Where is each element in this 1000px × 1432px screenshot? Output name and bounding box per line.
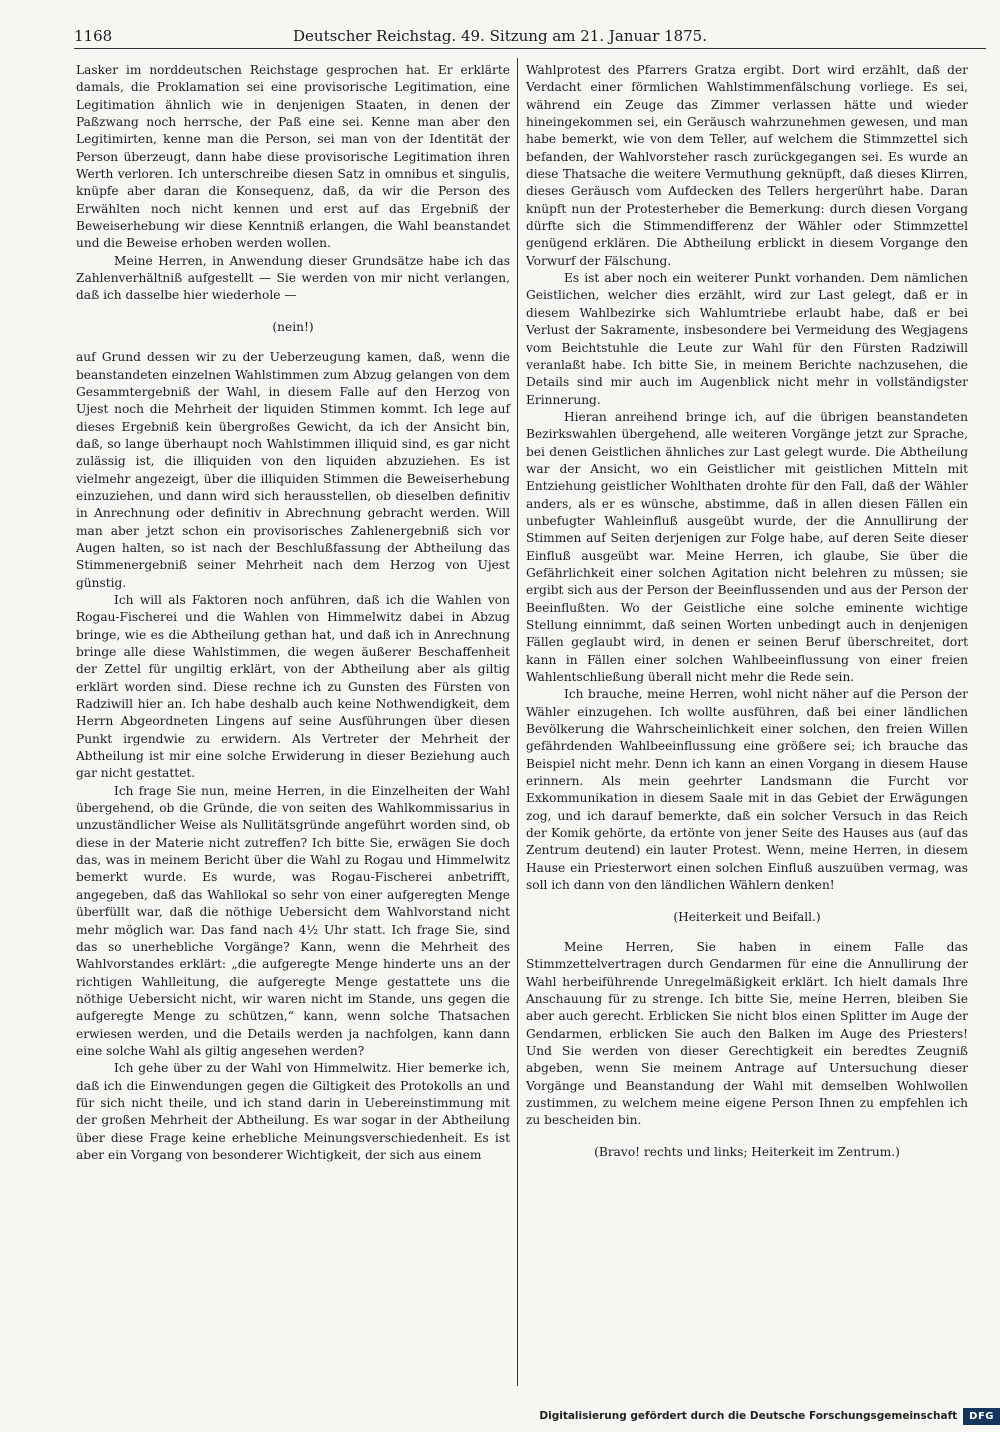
footer (539, 1406, 1000, 1426)
column-divider (517, 58, 518, 1386)
page-header (0, 26, 1000, 50)
header-rule (74, 48, 986, 49)
right-column (526, 62, 968, 1174)
footer-credit: Digitalisierung gefördert durch die Deutsche Forschungsgemeinschaft (539, 1410, 958, 1422)
left-column (76, 62, 510, 1164)
paragraph: Hieran anreihend bringe ich, auf die übrigen beanstandeten Bezirkswahlen übergehend, alle weiteren Vorgänge jetzt zur Sprache, bei denen Geistlichen ähnliches zur Last gelegt wurde. Die Abtheilung war der Ansicht, wo ein Geistlicher mit geistlichen Mitteln mit Entziehung geistlicher Wohlthaten drohte für den Fall, daß der Wähler anders, als er es wünsche, abstimme, daß in allen diesen Fällen ein unbefugter Wahleinfluß ausgeübt wurde, der die Annullirung der Stimmen auf Seiten derjenigen zur Folge habe, auf deren Seite dieser Einfluß ausgeübt war. Meine Herren, ich glaube, Sie über die Gefährlichkeit einer solchen Agitation nicht belehren zu müssen; sie ergibt sich aus der Person der Beeinflussenden und aus der Person der Beeinflußten. Wo der Geistliche eine solche eminente wichtige Stellung einnimmt, daß seinen Worten unbedingt auch in denjenigen Fällen geglaubt wird, in denen er seinen Beruf überschreitet, dort kann in Fällen einer solchen Wahlbeeinflussung von einer freien Wahlentschließung überall nicht mehr die Rede sein. (526, 409, 968, 685)
paragraph: (Bravo! rechts und links; Heiterkeit im Zentrum.) (594, 1144, 900, 1159)
paragraph: Es ist aber noch ein weiterer Punkt vorhanden. Dem nämlichen Geistlichen, welcher dies erzählt, wird zur Last gelegt, daß er in diesem Wahlbezirke sich Wahlumtriebe erlaubt habe, daß er bei Verlust der Sakramente, insbesondere bei Vermeidung des Wegjagens vom Beichtstuhle die Leute zur Wahl für den Fürsten Radziwill veranlaßt habe. Ich bitte Sie, in meinem Berichte nachzusehen, die Details sind mir auch im Augenblick nicht mehr in vollständigster Erinnerung. (526, 271, 968, 407)
paragraph: (Heiterkeit und Beifall.) (673, 909, 821, 924)
paragraph: Meine Herren, in Anwendung dieser Grundsätze habe ich das Zahlenverhältniß aufgestellt — Sie werden von mir nicht verlangen, daß ich dasselbe hier wiederhole — (76, 253, 510, 303)
running-head: Deutscher Reichstag. 49. Sitzung am 21. Januar 1875. (293, 27, 707, 45)
paragraph: Ich will als Faktoren noch anführen, daß ich die Wahlen von Rogau-Fischerei und die Wahlen von Himmelwitz dabei in Abzug bringe, wie es die Abtheilung gethan hat, und daß ich in Anrechnung bringe alle diese Wahlstimmen, die wegen äußerer Beschaffenheit der Zettel für ungiltig erklärt, von der Abtheilung aber als giltig erklärt worden sind. Diese rechne ich zu Gunsten des Fürsten von Radziwill hier an. Ich habe deshalb auch keine Nothwendigkeit, dem Herrn Abgeordneten Lingens auf seine Ausführungen über diesen Punkt irgendwie zu erwidern. Als Vertreter der Mehrheit der Abtheilung ist mir eine solche Erwiderung in dieser Beziehung auch gar nicht gestattet. (76, 592, 510, 781)
dfg-logo: DFG (963, 1408, 1000, 1425)
paragraph: Ich gehe über zu der Wahl von Himmelwitz. Hier bemerke ich, daß ich die Einwendungen gegen die Giltigkeit des Protokolls an und für sich nicht theile, und ich stand darin in Uebereinstimmung mit der großen Mehrheit der Abtheilung. Es war sogar in der Abtheilung über diese Frage keine erhebliche Meinungsverschiedenheit. Es ist aber ein Vorgang von besonderer Wichtigkeit, der sich aus einem (76, 1061, 510, 1162)
paragraph: auf Grund dessen wir zu der Ueberzeugung kamen, daß, wenn die beanstandeten einzelnen Wahlstimmen zum Abzug gelangen von dem Gesammtergebniß der Wahl, in diesem Falle auf den Herzog von Ujest noch die Mehrheit der liquiden Stimmen kommt. Ich lege auf dieses Ergebniß kein übergroßes Gewicht, da ich der Ansicht bin, daß, so lange überhaupt noch Wahlstimmen illiquid sind, es gar nicht zulässig ist, die illiquiden von den liquiden abzuziehen. Es ist vielmehr angezeigt, über die illiquiden Stimmen die Beweiserhebung einzuziehen, und dann wird sich herausstellen, ob dieselben definitiv in Anrechnung oder definitiv in Abrechnung gebracht werden. Will man aber jetzt schon ein provisorisches Zahlenergebniß sich vor Augen halten, so ist nach der Beschlußfassung der Abtheilung das Stimmenergebniß seiner Mehrheit nach dem Herzog von Ujest günstig. (76, 350, 510, 590)
paragraph: Ich frage Sie nun, meine Herren, in die Einzelheiten der Wahl übergehend, ob die Gründe, die von seiten des Wahlkommissarius in unzuständlicher Weise als Nullitätsgründe angeführt worden sind, ob diese in der Materie nicht zutreffen? Ich bitte Sie, erwägen Sie doch das, was in meinem Bericht über die Wahl zu Rogau und Himmelwitz bemerkt wurde. Es wurde, was Rogau-Fischerei anbetrifft, angegeben, daß das Wahllokal so sehr von einer aufgeregten Menge überfüllt war, daß die nöthige Uebersicht dem Wahlvorstand nicht mehr möglich war. Das fand nach 4½ Uhr statt. Ich frage Sie, sind das so unerhebliche Vorgänge? Kann, wenn die Mehrheit des Wahlvorstandes erklärt: „die aufgeregte Menge hinderte uns an der richtigen Wahlleitung, die aufgeregte Menge gestattete uns die nöthige Uebersicht nicht, wir waren nicht im Stande, uns gegen die aufgeregte Menge zu schützen,“ kann, wenn solche Thatsachen erwiesen werden, und die Details werden ja nachfolgen, kann dann eine solche Wahl als giltig angesehen werden? (76, 783, 510, 1058)
paragraph: (nein!) (272, 319, 314, 334)
page-number: 1168 (74, 27, 113, 45)
paragraph: Ich brauche, meine Herren, wohl nicht näher auf die Person der Wähler einzugehen. Ich wollte ausführen, daß bei einer ländlichen Bevölkerung die Wahrscheinlichkeit einer solchen, den freien Willen gefährdenden Wahlbeeinflussung eine größere sei; ich brauche das Beispiel nicht mehr. Denn ich kann an einen Vorgang in diesem Hause erinnern. Als mein geehrter Landsmann die Furcht vor Exkommunikation in diesem Saale mit in das Gebiet der Erwägungen zog, und ich darauf bemerkte, daß ein solcher Versuch in das Reich der Komik gehörte, da ertönte von jener Seite des Hauses aus (auf das Zentrum deutend) ein lauter Protest. Wenn, meine Herren, in diesem Hause ein Priesterwort einen solchen Einfluß auszuüben vermag, was soll ich dann von den ländlichen Wählern denken! (526, 687, 968, 893)
paragraph: Meine Herren, Sie haben in einem Falle das Stimmzettelvertragen durch Gendarmen für eine die Annullirung der Wahl herbeiführende Unregelmäßigkeit erklärt. Ich hielt damals Ihre Anschauung für zu strenge. Ich bitte Sie, meine Herren, bleiben Sie aber auch gerecht. Erblicken Sie nicht blos einen Splitter im Auge der Gendarmen, erblicken Sie auch den Balken im Auge des Priesters! Und Sie werden von dieser Gerechtigkeit ein beredtes Zeugniß abgeben, wenn Sie meinem Antrage auf Untersuchung dieser Vorgänge und Beanstandung der Wahl mit demselben Wohlwollen zustimmen, zu welchem meine eigene Person Ihnen zu empfehlen ich zu bescheiden bin. (526, 939, 968, 1128)
paragraph: Lasker im norddeutschen Reichstage gesprochen hat. Er erklärte damals, die Proklamation sei eine provisorische Legitimation, eine Legitimation ähnlich wie in denjenigen Staaten, in denen der Paßzwang noch herrsche, der Paß eine sei. Kenne man aber den Legitimirten, kenne man die Person, sei man von der Identität der Person überzeugt, dann habe diese provisorische Legitimation ihren Werth verloren. Ich unterschreibe diesen Satz in omnibus et singulis, knüpfe aber daran die Konsequenz, daß, da wir die Person des Erwählten noch nicht kennen und erst auf das Ergebniß der Beweiserhebung wir diese Kenntniß erlangen, die Wahl beanstandet und die Beweise erhoben werden wollen. (76, 63, 510, 251)
paragraph: Wahlprotest des Pfarrers Gratza ergibt. Dort wird erzählt, daß der Verdacht einer förmlichen Wahlstimmenfälschung vorliege. Es sei, während ein Zeuge das Zimmer verlassen hätte und wieder hineingekommen sei, ein Geräusch wahrzunehmen gewesen, und man habe bemerkt, wie von dem Teller, auf welchem die Stimmzettel sich befanden, der Wahlvorsteher rasch zurückgegangen sei. Es wurde an diese Thatsache die weitere Vermuthung geknüpft, daß dieses Klirren, dieses Geräusch vom Aufdecken des Tellers hergerührt habe. Daran knüpft nun der Protesterheber die Bemerkung: durch diesen Vorgang dürfte sich die Stimmendifferenz der Wähler oder Stimmzettel genügend erklären. Die Abtheilung erblickt in diesem Vorgange den Vorwurf der Fälschung. (526, 63, 968, 268)
